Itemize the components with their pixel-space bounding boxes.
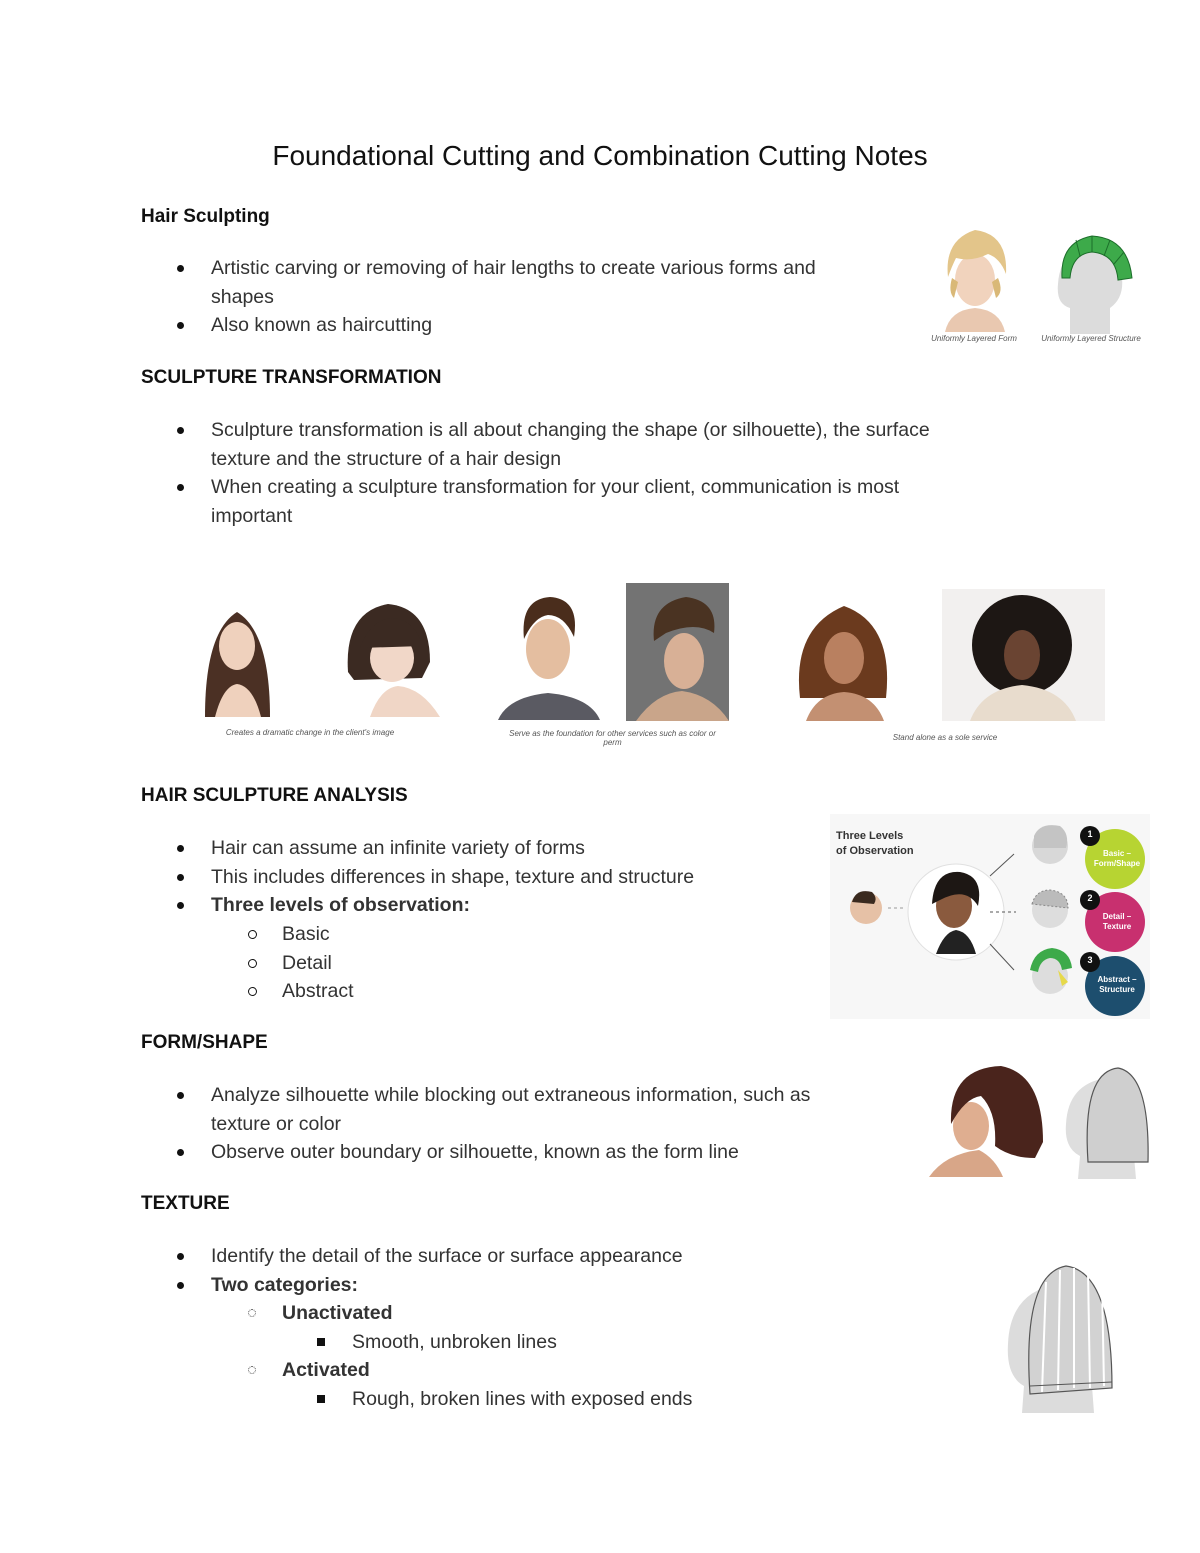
level-number: 2 bbox=[1087, 893, 1093, 903]
list-item: Unactivated bbox=[282, 1299, 782, 1328]
layered-structure-diagram bbox=[1040, 228, 1140, 334]
list-item: Activated bbox=[282, 1356, 782, 1385]
list-item: Smooth, unbroken lines bbox=[352, 1328, 852, 1357]
level-number: 3 bbox=[1087, 955, 1093, 965]
texture-lines-diagram bbox=[1000, 1258, 1120, 1413]
list-item: Rough, broken lines with exposed ends bbox=[352, 1385, 852, 1414]
level-label: Abstract – Structure bbox=[1097, 975, 1137, 994]
list-item: Abstract bbox=[282, 977, 582, 1006]
list-item: Identify the detail of the surface or surface appearance bbox=[211, 1242, 911, 1271]
hair-sculpting-list bbox=[211, 254, 901, 340]
form-line-diagram bbox=[1058, 1062, 1153, 1179]
heading-hair-sculpture-analysis: HAIR SCULPTURE ANALYSIS bbox=[141, 785, 408, 806]
list-item: Analyze silhouette while blocking out extraneous information, such as texture or color bbox=[211, 1081, 911, 1138]
heading-hair-sculpting: Hair Sculpting bbox=[141, 206, 270, 227]
level-label: Basic – Form/Shape bbox=[1093, 849, 1141, 868]
heading-texture: TEXTURE bbox=[141, 1193, 230, 1214]
level-number: 1 bbox=[1087, 829, 1093, 839]
unactivated-detail-list bbox=[352, 1328, 852, 1357]
texture-categories-list bbox=[282, 1299, 782, 1328]
man-styled-photo bbox=[626, 583, 729, 721]
three-levels-diagram bbox=[830, 814, 1150, 1019]
list-item: Artistic carving or removing of hair lengths to create various forms and shapes bbox=[211, 254, 901, 311]
list-item: Detail bbox=[282, 949, 582, 978]
caption: Serve as the foundation for other services such as color or perm bbox=[509, 729, 716, 747]
analysis-list bbox=[211, 834, 811, 920]
observation-levels-list bbox=[282, 920, 582, 1006]
heading-sculpture-transformation: SCULPTURE TRANSFORMATION bbox=[141, 367, 442, 388]
texture-categories-list-2 bbox=[282, 1356, 782, 1385]
heading-form-shape: FORM/SHAPE bbox=[141, 1032, 268, 1053]
man-photo bbox=[498, 585, 600, 720]
form-shape-list bbox=[211, 1081, 911, 1167]
list-item: Sculpture transformation is all about changing the shape (or silhouette), the surface texture and the structure of a hair design bbox=[211, 416, 1031, 473]
list-item: Basic bbox=[282, 920, 582, 949]
bob-profile-photo bbox=[925, 1062, 1050, 1177]
caption: Stand alone as a sole service bbox=[892, 733, 998, 742]
diagram-title: Three Levels bbox=[836, 830, 904, 842]
texture-list bbox=[211, 1242, 911, 1299]
page-title: Foundational Cutting and Combination Cutting Notes bbox=[272, 140, 928, 171]
bob-photo bbox=[330, 592, 465, 717]
list-item: This includes differences in shape, texture and structure bbox=[211, 863, 811, 892]
list-item: Two categories: bbox=[211, 1271, 911, 1300]
list-item: Three levels of observation: bbox=[211, 891, 811, 920]
diagram-subtitle: of Observation bbox=[836, 845, 914, 857]
caption: Uniformly Layered Form bbox=[931, 334, 1017, 343]
list-item: Also known as haircutting bbox=[211, 311, 901, 340]
afro-photo bbox=[942, 589, 1105, 721]
caption: Uniformly Layered Structure bbox=[1041, 334, 1141, 343]
list-item: When creating a sculpture transformation for your client, communication is most important bbox=[211, 473, 1031, 530]
caption: Creates a dramatic change in the client's image bbox=[225, 728, 395, 737]
list-item: Observe outer boundary or silhouette, known as the form line bbox=[211, 1138, 911, 1167]
level-label: Detail – Texture bbox=[1102, 912, 1132, 931]
long-hair-photo bbox=[175, 592, 300, 717]
list-item: Hair can assume an infinite variety of forms bbox=[211, 834, 811, 863]
sculpture-transformation-list bbox=[211, 416, 1031, 530]
activated-detail-list bbox=[352, 1385, 852, 1414]
curly-hair-photo bbox=[786, 598, 901, 721]
layered-form-photo bbox=[930, 222, 1020, 332]
